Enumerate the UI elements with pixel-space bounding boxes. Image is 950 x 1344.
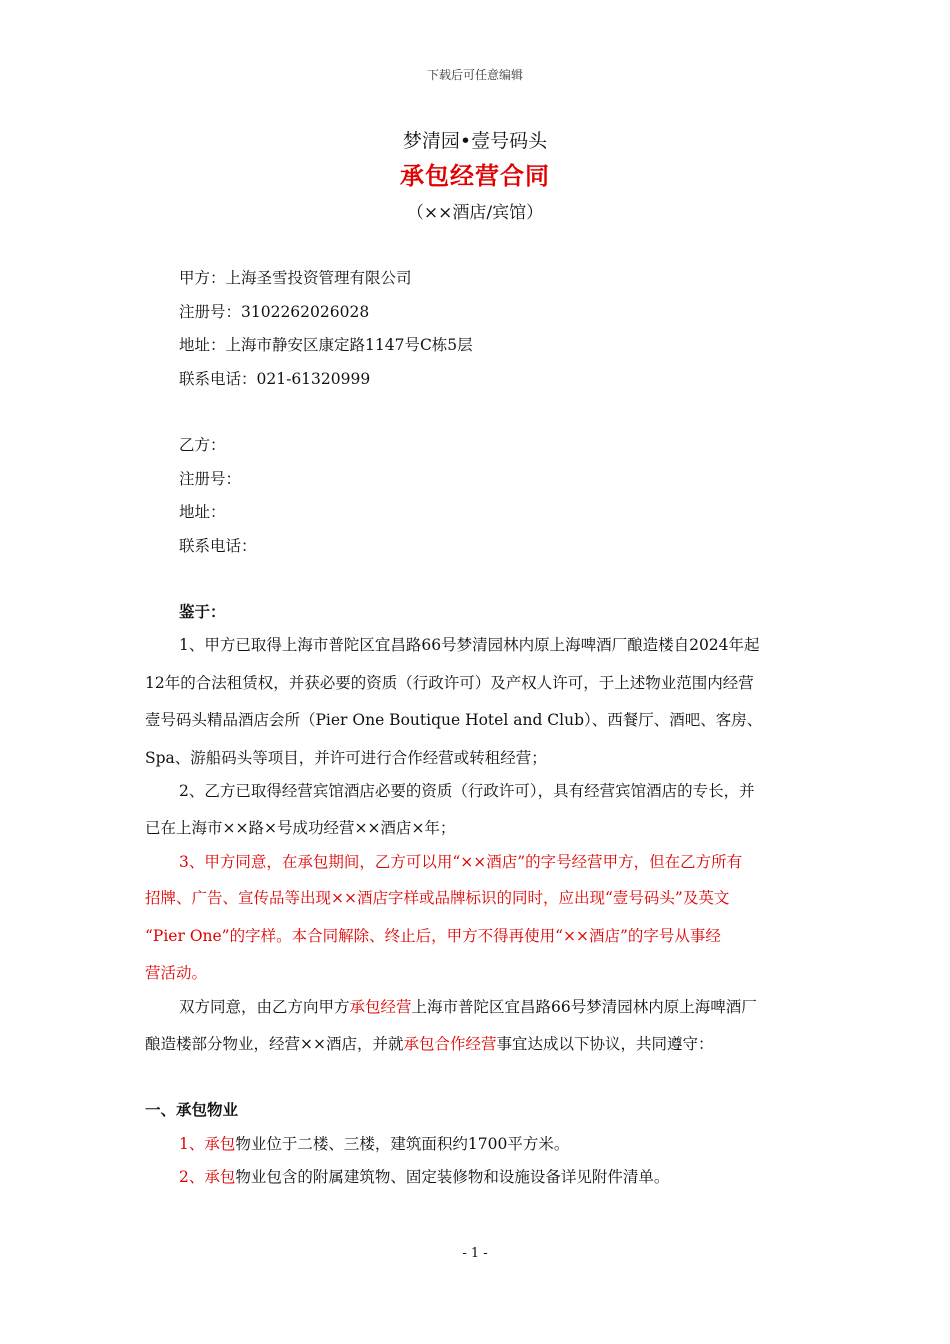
whereas-item1-line: 壹号码头精品酒店会所（Pier One Boutique Hotel and Club）、西餐厅、酒吧、客房、 [145,711,763,729]
whereas-item3-line: 营活动。 [145,964,208,982]
agreement-highlight: 承包合作经营 [403,1035,497,1053]
whereas-item3-line: “Pier One”的字样。本合同解除、终止后，甲方不得再使用“××酒店”的字号从事经 [145,927,721,945]
section-item-number: 1、承包 [179,1135,236,1153]
whereas-item3-line: 3、甲方同意，在承包期间，乙方可以用“××酒店”的字号经营甲方，但在乙方所有 [179,853,743,871]
document-title: 承包经营合同 [400,162,550,190]
whereas-item2-line: 2、乙方已取得经营宾馆酒店必要的资质（行政许可），具有经营宾馆酒店的专长，并 [179,782,755,800]
whereas-item1-line: 1、甲方已取得上海市普陀区宜昌路66号梦清园林内原上海啤酒厂酿造楼自2024年起 [179,636,760,654]
party-b-address: 地址： [179,503,226,521]
section-item-number: 2、承包 [179,1168,236,1186]
agreement-highlight: 承包经营 [349,998,412,1016]
party-b-reg: 注册号： [179,470,242,488]
whereas-heading: 鉴于： [179,603,226,621]
document-subtitle: 梦清园•壹号码头 [402,130,548,152]
agreement-line [179,995,757,1017]
page-number: - 1 - [462,1246,488,1261]
section-heading: 一、承包物业 [145,1101,239,1119]
agreement-text: 上海市普陀区宜昌路66号梦清园林内原上海啤酒厂 [411,998,757,1016]
agreement-text: 事宜达成以下协议，共同遵守： [496,1035,714,1053]
section-item-text: 物业包含的附属建筑物、固定装修物和设施设备详见附件清单。 [235,1168,670,1186]
party-a-name: 甲方：上海圣雪投资管理有限公司 [179,269,412,287]
agreement-line [145,1032,714,1054]
whereas-item1-line: Spa、游船码头等项目，并许可进行合作经营或转租经营； [145,749,547,767]
party-b-name: 乙方： [179,436,226,454]
party-a-phone: 联系电话：021-61320999 [179,370,371,388]
section-item [179,1165,669,1187]
party-b-phone: 联系电话： [179,537,257,555]
header-note: 下载后可任意编辑 [426,68,523,82]
whereas-item3-line: 招牌、广告、宣传品等出现××酒店字样或品牌标识的同时，应出现“壹号码头”及英文 [145,889,730,907]
whereas-item2-line: 已在上海市××路×号成功经营××酒店×年； [145,819,456,837]
party-a-address: 地址：上海市静安区康定路1147号C栋5层 [179,336,473,354]
party-a-reg: 注册号：3102262026028 [179,303,370,321]
agreement-text: 酿造楼部分物业，经营××酒店，并就 [145,1035,404,1053]
section-item [179,1132,569,1154]
agreement-text: 双方同意，由乙方向甲方 [179,998,350,1016]
whereas-item1-line: 12年的合法租赁权，并获必要的资质（行政许可）及产权人许可，于上述物业范围内经营 [145,674,754,692]
section-item-text: 物业位于二楼、三楼，建筑面积约1700平方米。 [235,1135,570,1153]
document-title-note: （××酒店/宾馆） [406,203,544,223]
